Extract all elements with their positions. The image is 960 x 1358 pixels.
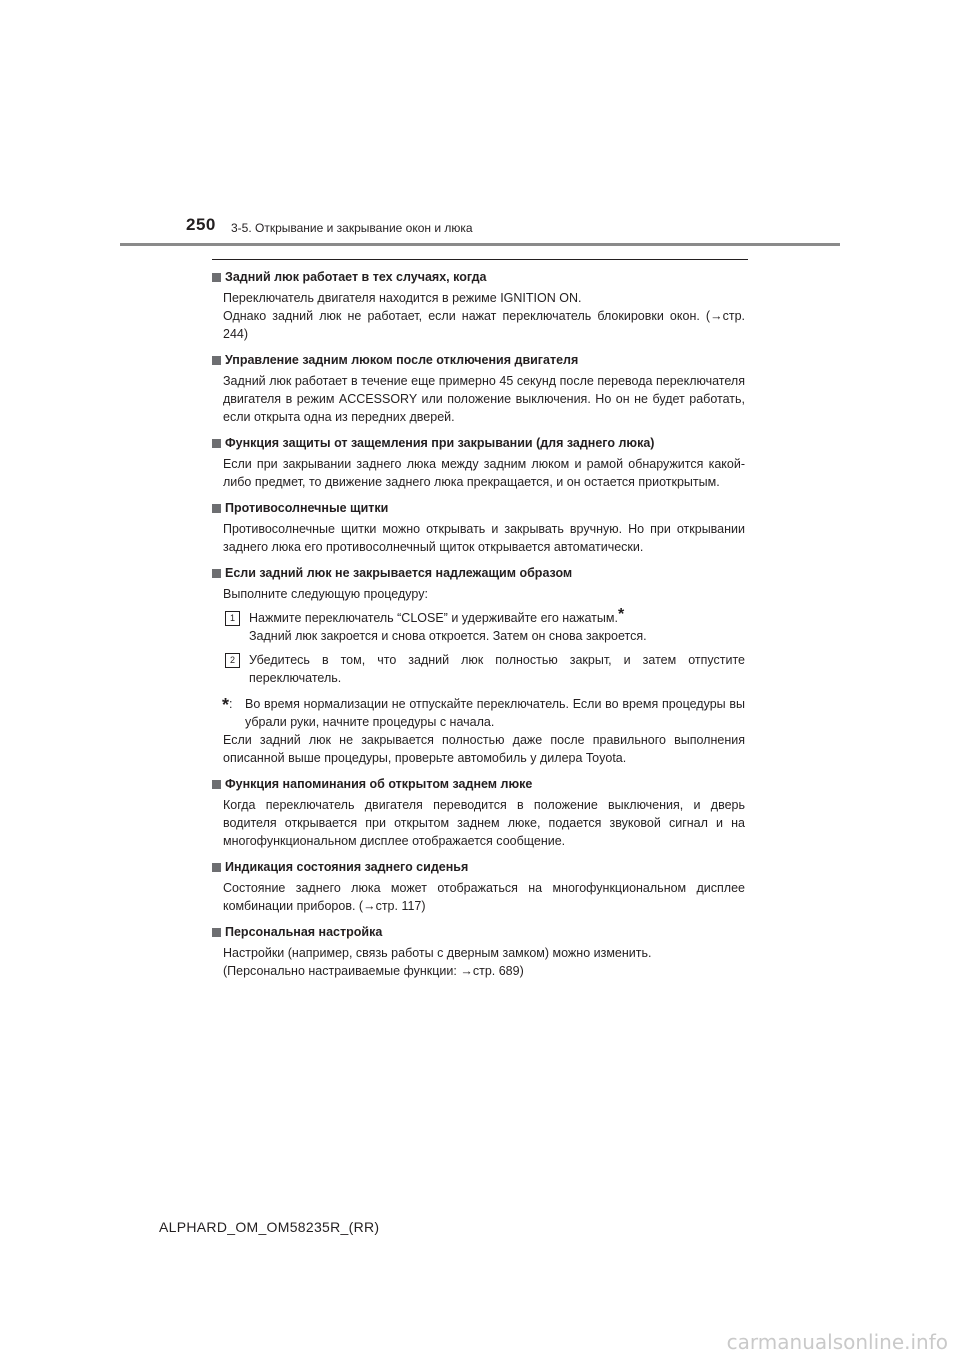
- square-bullet-icon: [212, 780, 221, 789]
- section-indicator: [212, 858, 745, 915]
- square-bullet-icon: [212, 928, 221, 937]
- procedure-step: [225, 651, 745, 687]
- paragraph: Настройки (например, связь работы с дверным замком) можно изменить.: [223, 946, 652, 960]
- paragraph: Если задний люк не закрывается полностью даже после правильного выполнения описанной выше процедуры, проверьте автомобиль у дилера Toyota.: [223, 733, 745, 765]
- section-jam-protection: [212, 434, 745, 491]
- section-title: Управление задним люком после отключения двигателя: [225, 353, 579, 367]
- section-title: Функция защиты от защемления при закрывании (для заднего люка): [225, 436, 655, 450]
- square-bullet-icon: [212, 356, 221, 365]
- square-bullet-icon: [212, 569, 221, 578]
- square-bullet-icon: [212, 273, 221, 282]
- footnote-star: *: [222, 695, 230, 715]
- page-number: 250: [186, 215, 216, 234]
- paragraph: Переключатель двигателя находится в режиме IGNITION ON.: [223, 291, 582, 305]
- section-title: Если задний люк не закрывается надлежащим образом: [225, 566, 573, 580]
- paragraph: Состояние заднего люка может отображаться на многофункциональном дисплее комбинации приборов. (→стр. 117): [223, 881, 745, 913]
- chapter-title: 3-5. Открывание и закрывание окон и люка: [231, 221, 473, 235]
- section-title: Индикация состояния заднего сиденья: [225, 860, 469, 874]
- paragraph: Выполните следующую процедуру:: [223, 587, 428, 601]
- section-reminder: [212, 775, 745, 850]
- square-bullet-icon: [212, 439, 221, 448]
- procedure-step: [225, 606, 745, 645]
- square-bullet-icon: [212, 863, 221, 872]
- paragraph: (Персонально настраиваемые функции: →стр. 689): [223, 964, 524, 978]
- header-divider: [120, 243, 840, 246]
- section-rear-hatch-works: [212, 268, 745, 343]
- document-code: ALPHARD_OM_OM58235R_(RR): [159, 1219, 380, 1235]
- paragraph: Противосолнечные щитки можно открывать и закрывать вручную. Но при открывании заднего люка его противосолнечный щиток открывается автоматически.: [223, 522, 745, 554]
- section-title: Задний люк работает в тех случаях, когда: [225, 270, 487, 284]
- paragraph: Если при закрывании заднего люка между задним люком и рамой обнаружится какой-либо предмет, то движение заднего люка прекращается, и он остается приоткрытым.: [223, 457, 745, 489]
- watermark: carmanualsonline.info: [726, 1330, 948, 1354]
- step-number-badge: 2: [225, 653, 240, 668]
- paragraph: Однако задний люк не работает, если нажат переключатель блокировки окон. (→стр. 244): [223, 309, 745, 341]
- section-title: Противосолнечные щитки: [225, 501, 389, 515]
- section-after-engine-off: [212, 351, 745, 426]
- paragraph: Когда переключатель двигателя переводится в положение выключения, и дверь водителя открывается при открытом заднем люке, подается звуковой сигнал и на многофункциональном дисплее отображается сообщение.: [223, 798, 745, 848]
- footnote: *: Во время нормализации не отпускайте переключатель. Если во время процедуры вы убрали руки, начните процедуры с начала.: [222, 695, 745, 729]
- step-number-badge: 1: [225, 611, 240, 626]
- step-detail: Задний люк закроется и снова откроется. Затем он снова закроется.: [249, 629, 647, 643]
- footnote-marker: *: [617, 606, 625, 623]
- square-bullet-icon: [212, 504, 221, 513]
- section-title: Персональная настройка: [225, 925, 383, 939]
- page-header: [0, 0, 960, 250]
- footnote-text: Во время нормализации не отпускайте переключатель. Если во время процедуры вы убрали руки, начните процедуры с начала.: [245, 697, 745, 729]
- section-sunshades: [212, 499, 745, 556]
- content-divider: [212, 259, 748, 260]
- step-text: Нажмите переключатель “CLOSE” и удерживайте его нажатым.: [249, 611, 618, 625]
- section-personal-settings: [212, 923, 745, 980]
- paragraph: Задний люк работает в течение еще примерно 45 секунд после перевода переключателя двигателя в режим ACCESSORY или положение выключения. Но он не будет работать, если открыта одна из передних дверей.: [223, 374, 745, 424]
- section-title: Функция напоминания об открытом заднем люке: [225, 777, 533, 791]
- step-text: Убедитесь в том, что задний люк полностью закрыт, и затем отпустите переключатель.: [249, 653, 745, 685]
- section-procedure: [212, 564, 745, 767]
- page-content: [212, 268, 745, 988]
